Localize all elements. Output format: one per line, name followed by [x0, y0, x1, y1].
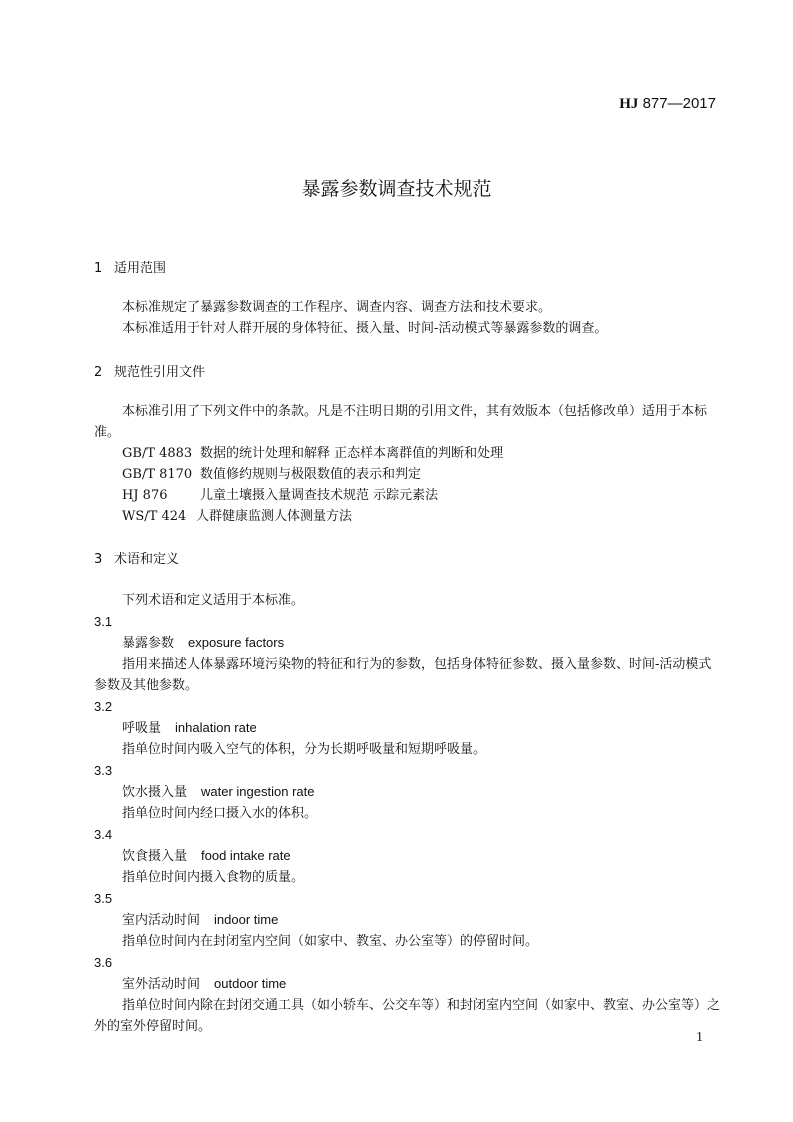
reference-code: GB/T 4883	[122, 446, 193, 461]
reference-code: WS/T 424	[122, 509, 187, 524]
reference-title: 数据的统计处理和解释 正态样本离群值的判断和处理	[200, 446, 504, 461]
term-name	[94, 909, 720, 931]
term-number: 3.2	[94, 699, 113, 714]
term-number: 3.4	[94, 827, 113, 842]
term-number: 3.6	[94, 955, 113, 970]
term-definition: 指单位时间内在封闭室内空间（如家中、教室、办公室等）的停留时间。	[122, 934, 539, 949]
reference-title: 人群健康监测人体测量方法	[196, 509, 353, 524]
term-name-zh: 暴露参数	[122, 636, 175, 651]
term-name	[94, 717, 720, 739]
section-2-heading	[94, 362, 720, 383]
term-name	[94, 632, 720, 654]
term-name-en: indoor time	[214, 912, 279, 927]
term-definition: 指单位时间内摄入食物的质量。	[122, 870, 305, 885]
section-1-heading	[94, 258, 720, 279]
document-title: 暴露参数调查技术规范	[301, 178, 492, 200]
section-3-intro: 下列术语和定义适用于本标准。	[122, 593, 305, 608]
term-definition: 指单位时间内吸入空气的体积，分为长期呼吸量和短期呼吸量。	[122, 742, 487, 757]
section-2-intro: 本标准引用了下列文件中的条款。凡是不注明日期的引用文件，其有效版本（包括修改单）适用于本标准。	[94, 404, 708, 440]
section-2-title: 规范性引用文件	[114, 365, 206, 380]
standard-code	[619, 95, 716, 113]
term-number: 3.3	[94, 763, 113, 778]
standard-code-number: 877—2017	[638, 95, 716, 112]
section-1-para-2: 本标准适用于针对人群开展的身体特征、摄入量、时间-活动模式等暴露参数的调查。	[122, 321, 608, 336]
term-name-zh: 饮水摄入量	[122, 785, 188, 800]
section-3-body	[94, 590, 720, 1037]
reference-item	[94, 506, 720, 527]
term-name-en: water ingestion rate	[201, 784, 315, 799]
reference-code: HJ 876	[122, 488, 168, 503]
section-1-title: 适用范围	[114, 261, 167, 276]
term-number: 3.1	[94, 614, 113, 629]
section-1-body	[94, 297, 720, 339]
term-name	[94, 845, 720, 867]
term-definition: 指单位时间内经口摄入水的体积。	[122, 806, 318, 821]
term-name-en: outdoor time	[214, 976, 287, 991]
reference-title: 数值修约规则与极限数值的表示和判定	[200, 467, 422, 482]
term-name	[94, 781, 720, 803]
term-name-zh: 室外活动时间	[122, 977, 201, 992]
reference-item	[94, 485, 720, 506]
term-name-zh: 饮食摄入量	[122, 849, 188, 864]
section-2-number: 2	[94, 365, 103, 380]
page-number: 1	[696, 1030, 703, 1045]
term-number: 3.5	[94, 891, 113, 906]
section-1-number: 1	[94, 261, 103, 276]
term-name-en: inhalation rate	[175, 720, 257, 735]
term-name	[94, 973, 720, 995]
term-name-en: food intake rate	[201, 848, 291, 863]
term-name-en: exposure factors	[188, 635, 285, 650]
reference-item	[94, 443, 720, 464]
section-2-body	[94, 401, 720, 527]
reference-code: GB/T 8170	[122, 467, 193, 482]
standard-code-prefix: HJ	[619, 96, 639, 112]
section-3-heading	[94, 549, 720, 570]
section-3-number: 3	[94, 552, 103, 567]
term-name-zh: 室内活动时间	[122, 913, 201, 928]
reference-item	[94, 464, 720, 485]
term-definition: 指单位时间内除在封闭交通工具（如小轿车、公交车等）和封闭室内空间（如家中、教室、办公室等）之外的室外停留时间。	[94, 998, 721, 1034]
term-name-zh: 呼吸量	[122, 721, 162, 736]
term-definition: 指用来描述人体暴露环境污染物的特征和行为的参数，包括身体特征参数、摄入量参数、时间-活动模式参数及其他参数。	[94, 657, 712, 693]
reference-title: 儿童土壤摄入量调查技术规范 示踪元素法	[200, 488, 439, 503]
section-1-para-1: 本标准规定了暴露参数调查的工作程序、调查内容、调查方法和技术要求。	[122, 300, 552, 315]
section-3-title: 术语和定义	[114, 552, 180, 567]
